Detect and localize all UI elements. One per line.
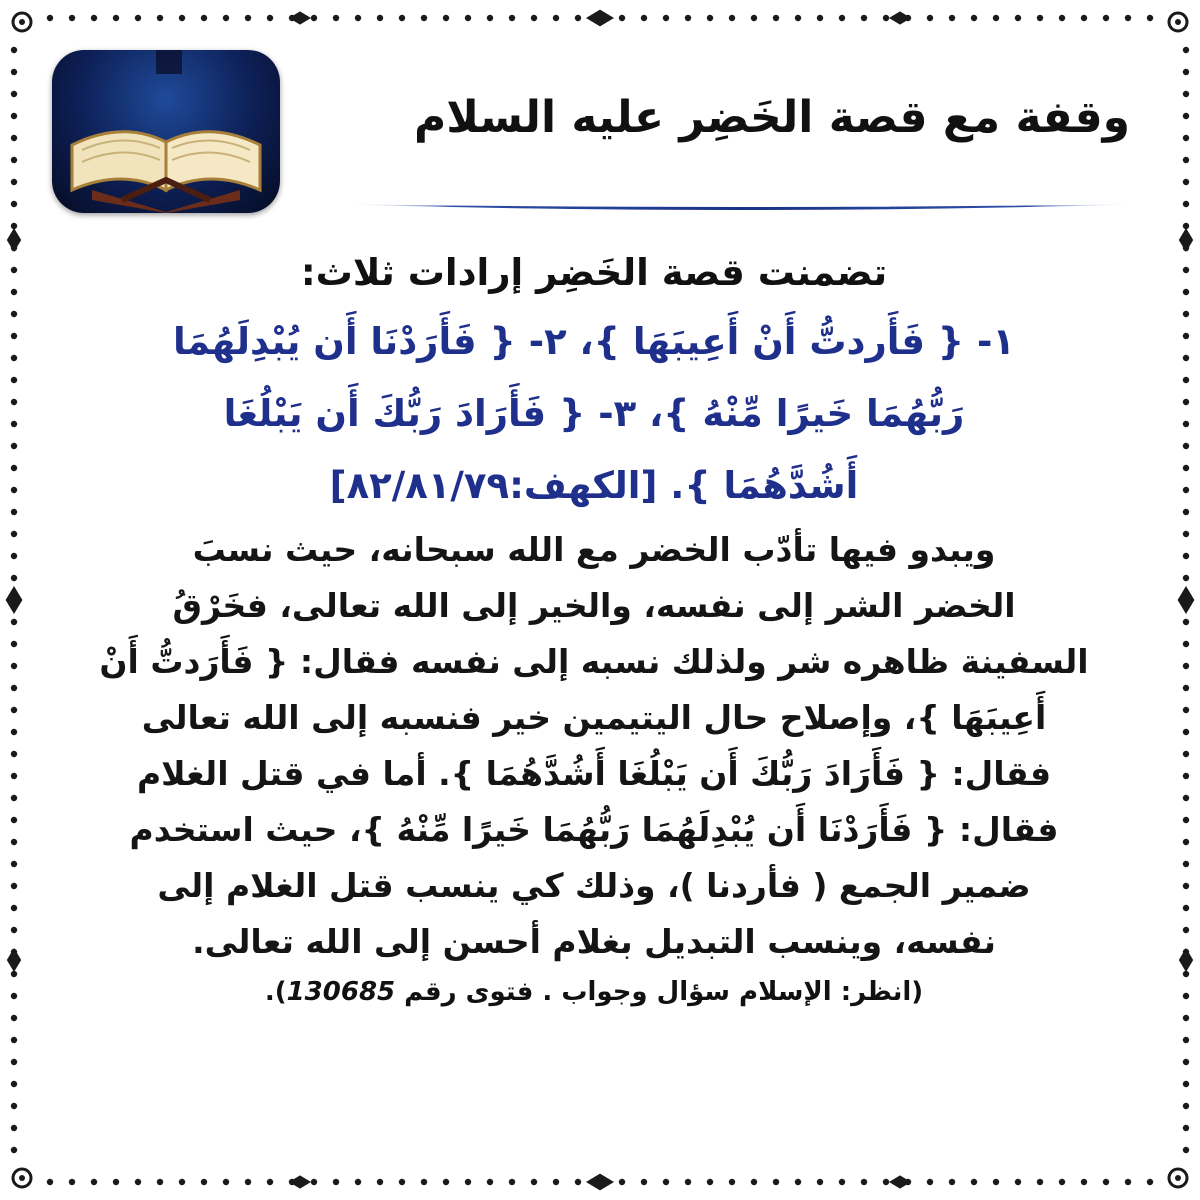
frame-dot [1183,795,1189,801]
frame-dot [11,443,17,449]
frame-dot [839,1179,845,1185]
frame-dot [11,1037,17,1043]
frame-dot [1183,69,1189,75]
frame-dot [245,1179,251,1185]
frame-dot [19,1175,25,1181]
frame-dot [1183,509,1189,515]
frame-dot [1183,487,1189,493]
frame-dot [729,1179,735,1185]
frame-dot [487,1179,493,1185]
frame-dot [1183,1125,1189,1131]
frame-dot [11,1147,17,1153]
frame-dot [1183,861,1189,867]
frame-dot [1183,685,1189,691]
frame-dot [1037,15,1043,21]
frame-dot [135,15,141,21]
intro-heading: تضمنت قصة الخَضِر إرادات ثلاث: [300,251,888,294]
body-line: أَعِيبَهَا }، وإصلاح حال اليتيمين خير فنسبه إلى الله تعالى [141,698,1047,737]
frame-dot [377,1179,383,1185]
source-suffix: ). [264,977,287,1007]
body-line: الخضر الشر إلى نفسه، والخير إلى الله تعالى، فخَرْقُ [172,586,1016,625]
frame-dot [685,15,691,21]
frame-dot [421,1179,427,1185]
frame-dot [795,15,801,21]
frame-ornament [586,10,614,27]
frame-dot [531,1179,537,1185]
frame-dot [1183,575,1189,581]
frame-ornament [7,948,21,972]
frame-dot [685,1179,691,1185]
frame-dot [1183,905,1189,911]
frame-dot [11,333,17,339]
frame-dot [927,15,933,21]
frame-dot [1183,839,1189,845]
frame-dot [707,1179,713,1185]
frame-dot [11,179,17,185]
frame-dot [11,751,17,757]
source-prefix: (انظر: الإسلام سؤال وجواب . فتوى رقم [395,977,924,1007]
frame-dot [1183,421,1189,427]
frame-dot [1183,1015,1189,1021]
frame-dot [11,575,17,581]
frame-dot [1183,157,1189,163]
frame-dot [1183,355,1189,361]
frame-dot [971,15,977,21]
frame-dot [619,1179,625,1185]
frame-dot [553,15,559,21]
frame-dot [1183,531,1189,537]
frame-dot [817,15,823,21]
frame-dot [223,1179,229,1185]
frame-dot [47,15,53,21]
frame-dot [11,47,17,53]
frame-dot [1183,443,1189,449]
frame-dot [641,1179,647,1185]
frame-dot [993,15,999,21]
frame-dot [11,399,17,405]
frame-dot [553,1179,559,1185]
frame-dot [751,15,757,21]
frame-dot [1183,1059,1189,1065]
frame-dot [1183,1037,1189,1043]
frame-dot [11,817,17,823]
frame-dot [11,201,17,207]
body-line: نفسه، وينسب التبديل بغلام أحسن إلى الله تعالى. [192,922,996,961]
frame-dot [575,1179,581,1185]
frame-dot [11,91,17,97]
frame-dot [11,157,17,163]
frame-dot [11,355,17,361]
frame-dot [113,15,119,21]
frame-dot [971,1179,977,1185]
frame-dot [1125,15,1131,21]
frame-dot [1183,267,1189,273]
page-title: وقفة مع قصة الخَضِر عليه السلام [414,92,1130,143]
quran-line: أَشُدَّهُمَا }. [الكهف:٨٢/٨١/٧٩] [329,464,859,507]
frame-ornament [289,1175,311,1188]
frame-dot [1081,1179,1087,1185]
frame-dot [1183,311,1189,317]
frame-dot [11,465,17,471]
frame-dot [1103,1179,1109,1185]
frame-dot [91,15,97,21]
frame-dot [11,663,17,669]
frame-dot [443,1179,449,1185]
frame-dot [1103,15,1109,21]
frame-dot [1183,289,1189,295]
frame-dot [861,15,867,21]
frame-dot [11,1103,17,1109]
frame-dot [399,15,405,21]
frame-dot [729,15,735,21]
frame-ornament [1178,586,1195,614]
frame-dot [179,1179,185,1185]
frame-dot [245,15,251,21]
frame-dot [1059,1179,1065,1185]
frame-dot [19,19,25,25]
frame-dot [11,641,17,647]
frame-dot [11,795,17,801]
frame-dot [11,1125,17,1131]
frame-ornament [289,11,311,24]
frame-dot [69,15,75,21]
frame-dot [751,1179,757,1185]
frame-dot [11,707,17,713]
frame-dot [1183,465,1189,471]
frame-dot [11,1081,17,1087]
frame-dot [641,15,647,21]
frame-dot [861,1179,867,1185]
title-underline [330,200,1150,216]
frame-dot [1081,15,1087,21]
frame-dot [1059,15,1065,21]
frame-dot [11,421,17,427]
frame-dot [839,15,845,21]
frame-dot [11,729,17,735]
frame-dot [1183,993,1189,999]
frame-dot [1183,135,1189,141]
frame-dot [11,509,17,515]
frame-dot [465,15,471,21]
frame-dot [11,883,17,889]
frame-dot [663,1179,669,1185]
frame-dot [421,15,427,21]
frame-ornament [1179,948,1193,972]
body-line: فقال: { فَأَرَدْنَا أَن يُبْدِلَهُمَا رَبُّهُمَا خَيرًا مِّنْهُ }، حيث استخدم [129,810,1059,849]
frame-dot [223,15,229,21]
frame-ornament [1179,228,1193,252]
frame-dot [663,15,669,21]
body-line: فقال: { فَأَرَادَ رَبُّكَ أَن يَبْلُغَا أَشُدَّهُمَا }. أما في قتل الغلام [136,754,1052,793]
frame-dot [311,1179,317,1185]
frame-dot [773,15,779,21]
frame-dot [11,619,17,625]
frame-dot [487,15,493,21]
frame-dot [11,927,17,933]
frame-ornament [889,11,911,24]
frame-dot [1183,553,1189,559]
frame-dot [11,685,17,691]
frame-dot [1147,15,1153,21]
frame-dot [201,1179,207,1185]
frame-dot [993,1179,999,1185]
frame-dot [1175,1175,1181,1181]
frame-dot [311,15,317,21]
frame-dot [1183,883,1189,889]
frame-dot [707,15,713,21]
frame-dot [11,377,17,383]
frame-dot [1183,201,1189,207]
frame-dot [1183,179,1189,185]
frame-dot [11,289,17,295]
frame-dot [11,553,17,559]
frame-dot [1183,333,1189,339]
frame-dot [11,839,17,845]
frame-dot [11,311,17,317]
frame-dot [11,1015,17,1021]
frame-dot [883,1179,889,1185]
frame-dot [817,1179,823,1185]
frame-dot [399,1179,405,1185]
frame-dot [1183,619,1189,625]
frame-dot [47,1179,53,1185]
frame-dot [1147,1179,1153,1185]
frame-dot [157,15,163,21]
body-line: السفينة ظاهره شر ولذلك نسبه إلى نفسه فقال: { فَأَرَدتُّ أَنْ [99,642,1089,681]
frame-dot [267,15,273,21]
frame-dot [1183,399,1189,405]
frame-dot [927,1179,933,1185]
frame-dot [267,1179,273,1185]
frame-dot [179,15,185,21]
frame-dot [1125,1179,1131,1185]
frame-dot [135,1179,141,1185]
frame-dot [355,15,361,21]
frame-dot [1183,707,1189,713]
frame-dot [773,1179,779,1185]
frame-dot [157,1179,163,1185]
frame-dot [1183,47,1189,53]
frame-dot [355,1179,361,1185]
fatwa-number: 130685 [286,977,396,1007]
frame-dot [1183,91,1189,97]
frame-dot [1183,817,1189,823]
source-citation [48,970,1140,1014]
frame-dot [1175,19,1181,25]
frame-dot [1037,1179,1043,1185]
frame-dot [883,15,889,21]
frame-dot [1183,663,1189,669]
frame-dot [1183,1081,1189,1087]
frame-dot [443,15,449,21]
frame-dot [509,1179,515,1185]
frame-dot [575,15,581,21]
frame-dot [69,1179,75,1185]
frame-dot [1183,641,1189,647]
frame-dot [619,15,625,21]
frame-dot [11,135,17,141]
frame-dot [11,1059,17,1065]
quran-book-icon [52,50,280,213]
frame-dot [949,15,955,21]
quran-line: رَبُّهُمَا خَيرًا مِّنْهُ }، ٣- { فَأَرَادَ رَبُّكَ أَن يَبْلُغَا [223,392,965,435]
frame-dot [531,15,537,21]
frame-dot [11,267,17,273]
frame-dot [11,993,17,999]
frame-dot [11,69,17,75]
frame-dot [11,487,17,493]
frame-dot [113,1179,119,1185]
frame-dot [1183,1147,1189,1153]
frame-dot [1183,927,1189,933]
frame-dot [509,15,515,21]
frame-dot [949,1179,955,1185]
frame-dot [1183,751,1189,757]
frame-ornament [6,586,23,614]
frame-ornament [586,1174,614,1191]
frame-dot [201,15,207,21]
frame-dot [1015,15,1021,21]
frame-dot [91,1179,97,1185]
frame-dot [1183,113,1189,119]
frame-dot [1183,729,1189,735]
frame-dot [11,773,17,779]
frame-dot [11,531,17,537]
frame-dot [795,1179,801,1185]
main-content [48,240,1140,1014]
frame-dot [465,1179,471,1185]
frame-dot [11,113,17,119]
quran-line: ١- { فَأَردتُّ أَنْ أَعِيبَهَا }، ٢- { فَأَرَدْنَا أَن يُبْدِلَهُمَا [173,320,1015,363]
frame-dot [1015,1179,1021,1185]
frame-ornament [889,1175,911,1188]
frame-dot [333,1179,339,1185]
frame-dot [11,861,17,867]
frame-dot [1183,377,1189,383]
frame-ornament [7,228,21,252]
frame-dot [1183,1103,1189,1109]
body-line: ويبدو فيها تأدّب الخضر مع الله سبحانه، حيث نسبَ [192,530,996,569]
frame-dot [1183,773,1189,779]
body-line: ضمير الجمع ( فأردنا )، وذلك كي ينسب قتل الغلام إلى [157,866,1031,905]
frame-dot [377,15,383,21]
frame-dot [333,15,339,21]
frame-dot [11,905,17,911]
